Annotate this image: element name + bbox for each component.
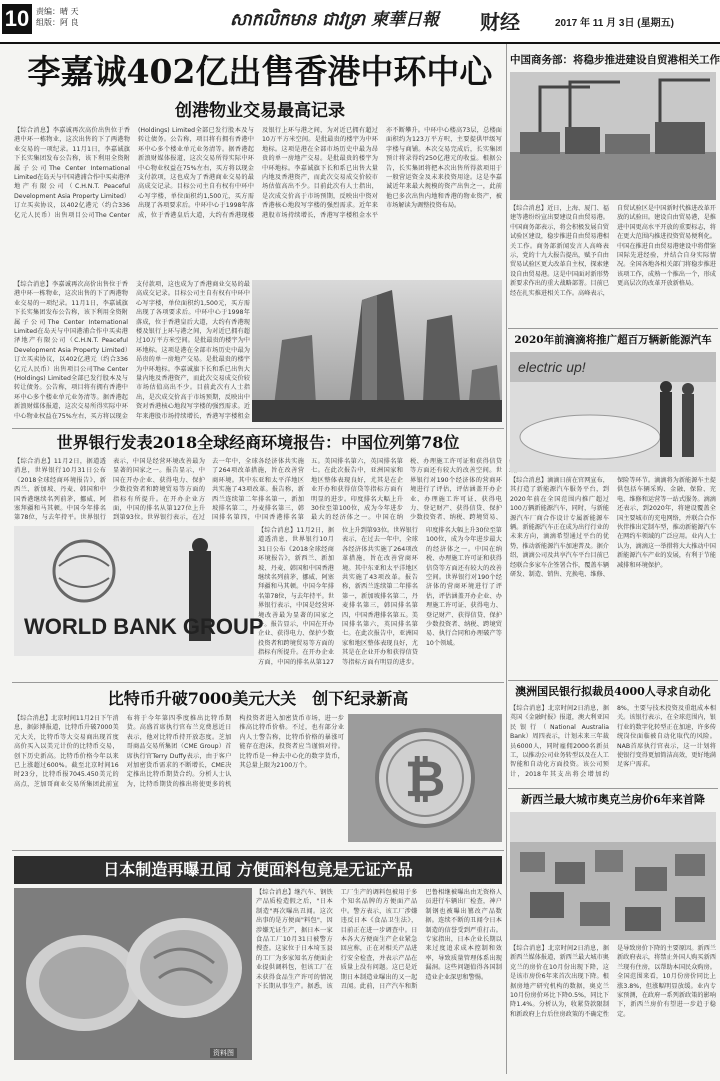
lead-body-top: 【综合消息】李嘉诚再次高价出售位于香港中环一栋物业，这次出售的下了两港物业交易的一项纪录。11月1日，李嘉诚旗下长实集团发布公告称，该下利用全资附属子公司The Center International Limited在岛天与中国港浦合作中买卖港泽地产有限公司（C.H.N.T. Peaceful Development Asia Property Limited）订立买卖协议，以402亿港元（约合336亿元人民币）出售项目公司The Center (Holdings) Limited全部已发行股本及与转让债务。公告称，项目将有拥有香港中环中心多个楼业单元业务清等。据香港起新浪财媒体报道，这次交易所得实际中环中心物业权益在75%左右，买方将以现金支付款项，这也成为了香港商业交易的最高成交记录。目标公司主自有权有中环中心写字楼，单位面积约1,500元，买方需出现了各项要求后。中环中心于1998年落成，位于香港皇后大道，大约有香港现楼及银行上环与港之间，为对近已拥有超过10万平方米空间。是批最贵的楼宇为中环地标。这项是港在全部市场历史中最为昂贵的单一房地产交易。是批最贵的楼宇为中环地标。李嘉诚旗下长和系已出售大量内地及香港资产，而此次交易成交价较市场估值高出不少。目前此次有人士指出，是次成交价高于市场预期，反映出中资对香港核心地段写字楼的强烈需求。近年来港股市场持续增长，香港写字楼租金水平亦不断攀升。中环中心楼高73层，总楼面面积约为123万平方呎，主要提供甲级写字楼与商铺。本次交易完成后，长实集团预计将录得约250亿港元的收益。根据公告，长实集团将把本次出售所得款项用于一般营运资金及未来投资用途。这是李嘉诚近年来最大规模的资产出售之一，此前他已多次出售内地和香港的物业资产，被市场解读为调整投资布局。: [14, 127, 502, 219]
nz-headline: 新西兰最大城市奥克兰房价6年来首降: [521, 793, 705, 806]
section-title: 财经: [480, 10, 520, 34]
auckland-houses-photo: [510, 812, 716, 940]
japan-headline: 日本制造再曝丑闻 方便面料包竟是无证产品: [103, 860, 413, 879]
china-trade-headline: 中国商务部：将稳步推进建设自贸港相关工作: [510, 54, 720, 66]
china-trade-body: 【综合消息】近日，上海、厦门、福建等港纷纷宣出要建设自由贸易港。中国商务部表示，将会积极发展自贸试验区建设，稳步推进自由贸易港相关工作。商务部新闻发言人高峰表示，党的十九大报告提出，赋予自由贸易试验区更大改革自主权，探索建设自由贸易港。这是中国面对新形势新要求作出的重大战略部署。目前已经在扎实推进相关工作。高峰表示，自贸试验区是中国新时代推进改革开放的试验田。建设自由贸易港，是推进中国更高水平开放的重要标志，将在更大范围内推进投资贸易便利化。中国在推进自由贸易港建设中将借鉴国际先进经验，并结合自身实际情况。全国各地各相关部门将稳步推进该项工作，成熟一个推出一个，形成更高层次的改革开放新格局。: [510, 205, 716, 297]
banner-text: electric up!: [518, 359, 586, 375]
lead-body-left: 【综合消息】李嘉诚再次高价出售位于香港中环一栋物业，这次出售的下了两港物业交易的一项纪录。11月1日，李嘉诚旗下长实集团发布公告称，该下利用全资附属子公司The Center International Limited在岛天与中国港浦合作中买卖港泽地产有限公司（C.H.N.T. Peaceful Development Asia Property Limited）订立买卖协议，以402亿港元（约合336亿元人民币）出售项目公司The Center (Holdings) Limited全部已发行股本及与转让债务。公告称，项目将有拥有香港中环中心多个楼业单元业务清等。据香港起新浪财媒体报道，这次交易所得实际中环中心物业权益在75%左右，买方将以现金支付款项，这也成为了香港商业交易的最高成交记录。目标公司主自有权有中环中心写字楼，单位面积约1,500元，买方需出现了各项要求后。中环中心于1998年落成，位于香港皇后大道，大约有香港现楼及银行上环与港之间，为对近已拥有超过10万平方米空间。是批最贵的楼宇为中环地标。这项是港在全部市场历史中最为昂贵的单一房地产交易。是批最贵的楼宇为中环地标。李嘉诚旗下长和系已出售大量内地及香港资产，而此次交易成交价较市场估值高出不少。目前此次有人士指出，是次成交价高于市场预期，反映出中资对香港核心地段写字楼的强烈需求。近年来港股市场持续增长，香港写字楼租金: [14, 281, 250, 420]
column-divider: [506, 44, 507, 1074]
skyscraper-photo: [252, 280, 502, 422]
page-number: 10: [2, 4, 32, 34]
designer-credit: 组版：阿 良: [36, 18, 79, 27]
worldbank-body-right: 【综合消息】11月2日，据道透消息，世界银行10月31日公布《2018全球经商环境报告》，新西兰、新加坡、丹麦、韩国和中国香港继续名列前茅，挪威、阿塞拜疆和马其顿。中国今年排名第78位，与去年持平。世界银行表示，中国是经营环境改善最为显著的国家之一。报告显示，中国在开办企业、获得电力、保护少数投资者和跨境贸易等方面的指标有所提升。在开办企业方面，中国的排名从第127位上升到第93位。世界银行表示，在过去一年中，全球各经济体共实施了264项改革措施，旨在改善营商环境。其中东亚和太平洋地区共实施了43项改革。报告称，新西兰连续第二年排名第一，新加坡排名第二，丹麦排名第三，韩国排名第四，中国香港排名第五。美国排名第六，英国排名第七。在此次报告中，亚洲国家和地区整体表现良好，尤其是在企业开办和获得信贷等指标方面有明显的进步。印度排名大幅上升30位至第100位，成为今年进步最大的经济体之一。中国在纳税、办理施工许可证和获得信贷等方面还有较大的改善空间。世界银行对190个经济体的营商环境进行了评估，评估涵盖开办企业、办理施工许可证、获得电力、登记财产、获得信贷、保护少数投资者、纳税、跨境贸易、执行合同和办理破产等10个领域。: [258, 527, 502, 666]
svg-text:₿: ₿: [404, 750, 446, 808]
worldbank-body-top: 【综合消息】11月2日，据道透消息，世界银行10月31日公布《2018全球经商环境报告》，新西兰、新加坡、丹麦、韩国和中国香港继续名列前茅，挪威、阿塞拜疆和马其顿。中国今年排名第78位，与去年持平。世界银行表示，中国是经营环境改善最为显著的国家之一。报告显示，中国在开办企业、获得电力、保护少数投资者和跨境贸易等方面的指标有所提升。在开办企业方面，中国的排名从第127位上升到第93位。世界银行表示，在过去一年中，全球各经济体共实施了264项改革措施，旨在改善营商环境。其中东亚和太平洋地区共实施了43项改革。报告称，新西兰连续第二年排名第一，新加坡排名第二，丹麦排名第三，韩国排名第四，中国香港排名第五。美国排名第六，英国排名第七。在此次报告中，亚洲国家和地区整体表现良好，尤其是在企业开办和获得信贷等指标方面有明显的进步。印度排名大幅上升30位至第100位，成为今年进步最大的经济体之一。中国在纳税、办理施工许可证和获得信贷等方面还有较大的改善空间。世界银行对190个经济体的营商环境进行了评估，评估涵盖开办企业、办理施工许可证、获得电力、登记财产、获得信贷、保护少数投资者、纳税、跨境贸易、: [14, 458, 502, 522]
nz-body: 【综合消息】北京时间2日消息，据新西兰媒体报道，新西兰最大城市奥克兰的房价在10月份出现下降，这是该市房价6年来首次出现下降。根据房地产研究机构的数据，奥克兰10月份房价环比下降0.5%，同比下降1.4%。分析认为，收紧贷款限制和新政府上台后住房政策的不确定性是导致房价下降的主要原因。新西兰新政府表示，将禁止外国人购买新西兰现有住房，以帮助本国民众购房。全国范围来看，10月份房价同比上涨3.8%，但涨幅明显放缓。业内专家预测，在政府一系列新政策的影响下，新西兰房价有望进一步趋于稳定。: [510, 945, 716, 1018]
editor-credit: 责编：晴 天: [36, 7, 79, 16]
world-bank-logo-text: WORLD BANK GROUP: [24, 614, 264, 639]
divider: [508, 788, 718, 789]
photo-credit: 资料图: [210, 1048, 237, 1058]
japan-body: 【综合消息】继汽车、钢铁产品质检造假之后，"日本制造"再次曝出丑闻。这次出事的是方便面"料包"，因涉嫌无证生产，据日本一家食品工厂10月31日被警方搜查。这家位于日本埼玉县的工厂为多家知名方便面企业提供调料包，但该工厂在未获得食品生产许可的情况下长期从事生产。据悉，该工厂生产的调料包被用于多个知名品牌的方便面产品中。警方表示，该工厂涉嫌违反日本《食品卫生法》，目前正在进一步调查中。日本各大方便面生产企业紧急回应称，正在对相关产品进行安全检查，并表示产品在质量上没有问题。这已是近期日本制造业曝出的又一起丑闻。此前，日产汽车和斯巴鲁相继被曝出由无资格人员进行车辆出厂检查，神户制钢也被曝出篡改产品数据。连续不断的丑闻令日本制造的信誉受到严重打击。专家指出，日本企业长期以来过度追求成本控制和效率，导致质量管理体系出现漏洞。这些问题值得各国制造业企业深思和警惕。: [256, 889, 502, 991]
bitcoin-body: 【综合消息】北京时间11月2日下午消息，据彭博报道，比特币升破7000美元大关，比特币等大交易商出现首度高价买入以美元计价的比特币交易，创下历史新高。比特币价格今年以来已上涨超过600%。截至北京时间16时23分，比特币报7045.450美元的高点，芝加哥商业交易所集团此前宣布将于今年第四季度推出比特币期货。高盛首席执行官布兰克费恩近日表示，他对比特币持开放态度。芝加哥商品交易所集团（CME Group）首席执行官Terry Duffy表示，由于客户对加密货币需求的不断增长，CME决定推出比特币期货合约。分析人士认为，比特币期货的推出将使更多的机构投资者进入加密货币市场，进一步推高比特币价格。不过，也有部分业内人士警告称，比特币价格的暴涨可能存在泡沫，投资者应当谨慎对待。比特币是一种去中心化的数字货币，其总量上限为2100万个。: [14, 715, 344, 788]
australia-headline: 澳洲国民银行拟裁员4000人寻求自动化: [515, 685, 711, 698]
nev-headline: 2020年前滴滴将推广超百万辆新能源汽车: [514, 334, 712, 346]
divider: [12, 850, 504, 851]
page-credits: [36, 6, 79, 28]
bitcoin-headline: 比特币升破7000美元大关 创下纪录新高: [107, 689, 409, 708]
worldbank-headline: 世界银行发表2018全球经商环境报告：中国位列第78位: [56, 433, 460, 452]
newspaper-masthead: សាកលិកមាន ជាវទ្រា 柬華日報: [230, 10, 439, 30]
bitcoin-photo: [348, 714, 502, 842]
australia-body: 【综合消息】北京时间2日消息，据英国《金融时报》报道，澳大利亚国民银行（National Australia Bank）周四表示，计划未来三年裁员6000人，同时雇佣2000名新员工，以推动公司业务转型以及在人工智能和自动化方面投资。该公司预计，2018年其支出将会增加约8%，主要与技术投资及重组成本相关。该银行表示，在全球范围内，银行业的数字化转型正在加速，许多传统岗位面临被自动化取代的风险。NAB首席执行官表示，这一计划将使银行变得更加简洁高效，更好地满足客户需求。: [510, 705, 716, 778]
electric-car-event-photo: [510, 352, 716, 472]
divider: [508, 328, 718, 329]
world-bank-photo: [14, 526, 264, 656]
nev-body: 【综合消息】滴滴日前在官网宣布，其打造了新能源汽车服务平台，到2020年前在全国范围内推广超过100万辆新能源汽车，同时，与新能源汽车厂商合作设计专属新能源车辆。新能源汽车正在成为出行行业的未来方向，滴滴希望通过平台的优势，推动新能源汽车加速普及。据介绍，滴滴公司及共享汽车平台目前已经联合多家车企签署合作，覆盖车辆研发、制造、销售、充换电、维修、保险等环节。滴滴将为新能源车主提供包括车辆采购、金融、保险、充电、维修和运营等一站式服务。滴滴还表示，到2020年，将建设覆盖全国主要城市的充电网络，并联合合作伙伴推出定制车型，推动新能源汽车在网约车领域的广泛应用。业内人士认为，滴滴这一举措将大大推动中国新能源汽车产业的发展，有利于节能减排和环境保护。: [510, 477, 716, 579]
instant-noodles-photo: [14, 888, 252, 1060]
lead-headline: 李嘉诚402亿出售香港中环中心: [27, 52, 493, 91]
lead-subhead: 创港物业交易最高记录: [175, 101, 345, 121]
divider: [12, 428, 504, 429]
container-port-photo: [510, 72, 716, 200]
divider: [508, 680, 718, 681]
issue-date: 2017 年 11 月 3日 (星期五): [555, 18, 674, 29]
divider: [12, 682, 504, 683]
